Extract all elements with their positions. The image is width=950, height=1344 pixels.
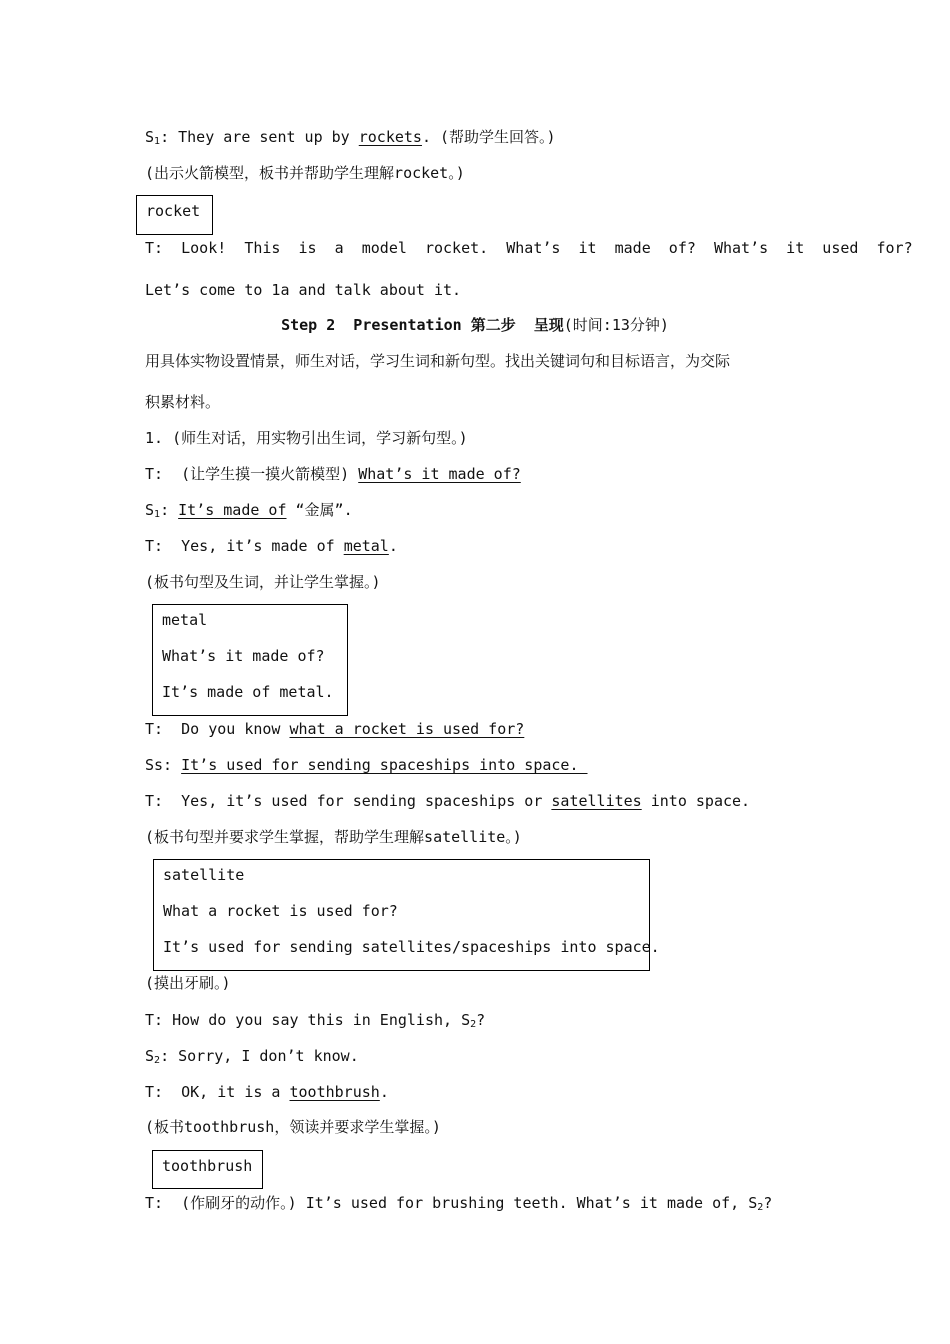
dialogue-line: Ss: It’s used for sending spaceships into space. <box>145 756 588 774</box>
board-sentence: What a rocket is used for? <box>163 902 398 920</box>
board-word: toothbrush <box>162 1157 253 1175</box>
paragraph-text: 用具体实物设置情景，师生对话，学习生词和新句型。找出关键词句和目标语言，为交际 <box>145 352 731 370</box>
board-box-metal <box>152 604 348 716</box>
dialogue-line: T: How do you say this in English, $S_2$? <box>145 1011 486 1030</box>
board-box-satellite <box>153 859 660 971</box>
board-word: rocket <box>146 202 201 220</box>
dialogue-line: Let’s come to 1a and talk about it. <box>145 281 462 299</box>
underlined-term: metal <box>343 537 389 555</box>
underlined-term: toothbrush <box>289 1083 380 1101</box>
underlined-term: rockets <box>358 128 422 146</box>
underlined-sentence: It’s used for sending spaceships into space. <box>181 756 588 774</box>
underlined-sentence: It’s made of <box>178 501 287 519</box>
board-sentence: It’s used for sending satellites/spaceships into space. <box>163 938 660 956</box>
instruction-note: (板书句型及生词，并让学生掌握。) <box>145 573 381 591</box>
numbered-item: 1. (师生对话，用实物引出生词，学习新句型。) <box>145 429 468 447</box>
instruction-note: (板书句型并要求学生掌握，帮助学生理解satellite。) <box>145 828 522 846</box>
dialogue-line: T: Yes, it’s made of metal. <box>145 537 398 555</box>
step-time: (时间:13分钟) <box>563 316 669 334</box>
section-heading <box>0 315 950 335</box>
dialogue-line: T: Yes, it’s used for sending spaceships or satellites into space. <box>145 792 751 810</box>
step-title: Step 2 Presentation 第二步 呈现 <box>281 316 564 334</box>
dialogue-line: T: (作刷牙的动作。) It’s used for brushing teeth. What’s it made of, $S_2$? <box>145 1194 773 1213</box>
dialogue-line: T: OK, it is a toothbrush. <box>145 1083 389 1101</box>
dialogue-line: T: Look! This is a model rocket. What’s it made of? What’s it used for? <box>145 239 913 257</box>
instruction-note: (板书toothbrush，领读并要求学生掌握。) <box>145 1118 441 1136</box>
board-box-toothbrush <box>152 1150 263 1189</box>
instruction-note: (摸出牙刷。) <box>145 974 231 992</box>
dialogue-line: T: (让学生摸一摸火箭模型) What’s it made of? <box>145 465 521 483</box>
underlined-sentence: What’s it made of? <box>358 465 521 483</box>
board-sentence: It’s made of metal. <box>162 683 334 701</box>
dialogue-line: T: Do you know what a rocket is used for? <box>145 720 525 738</box>
underlined-sentence: what a rocket is used for? <box>289 720 525 738</box>
board-sentence: What’s it made of? <box>162 647 325 665</box>
board-box-rocket <box>136 195 213 235</box>
dialogue-line: $S_1$: It’s made of “金属”. <box>145 501 353 520</box>
instruction-note: (出示火箭模型，板书并帮助学生理解rocket。) <box>145 164 465 182</box>
dialogue-line: $S_2$: Sorry, I don’t know. <box>145 1047 359 1066</box>
underlined-term: satellites <box>551 792 642 810</box>
paragraph-text: 积累材料。 <box>145 393 221 411</box>
board-word: satellite <box>163 866 245 884</box>
board-word: metal <box>162 611 208 629</box>
dialogue-line: $S_1$: They are sent up by rockets. (帮助学生回答。) <box>145 128 556 147</box>
